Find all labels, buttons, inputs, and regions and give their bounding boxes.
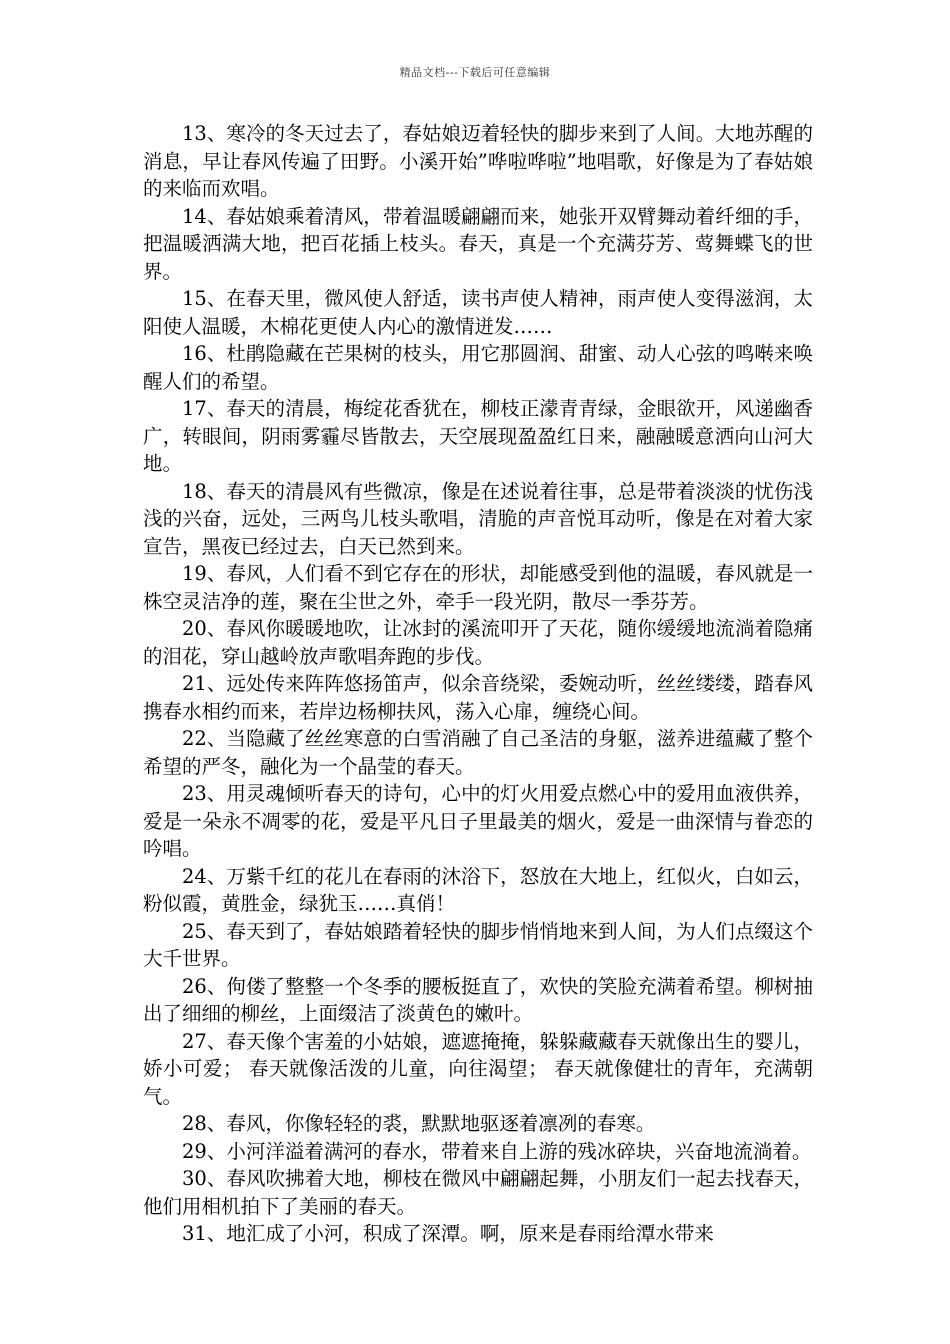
document-body [143,120,813,1248]
paragraph-16: 16、杜鹃隐藏在芒果树的枝头，用它那圆润、甜蜜、动人心弦的鸣啭来唤醒人们的希望。 [143,342,813,393]
paragraph-30: 30、春风吹拂着大地，柳枝在微风中翩翩起舞，小朋友们一起去找春天，他们用相机拍下了美丽的春天。 [143,1167,813,1218]
paragraph-26: 26、佝偻了整整一个冬季的腰板挺直了，欢快的笑脸充满着希望。柳树抽出了细细的柳丝，上面缀洁了淡黄色的嫩叶。 [143,974,813,1025]
paragraph-27: 27、春天像个害羞的小姑娘，遮遮掩掩，躲躲藏藏春天就像出生的婴儿，娇小可爱； 春天就像活泼的儿童，向往渴望； 春天就像健壮的青年，充满朝气。 [143,1029,813,1108]
paragraph-25: 25、春天到了，春姑娘踏着轻快的脚步悄悄地来到人间，为人们点缀这个大千世界。 [143,919,813,970]
paragraph-24: 24、万紫千红的花儿在春雨的沐浴下，怒放在大地上，红似火，白如云，粉似霞，黄胜金，绿犹玉……真俏！ [143,864,813,915]
paragraph-28: 28、春风，你像轻轻的裘，默默地驱逐着凛冽的春寒。 [182,1112,656,1135]
paragraph-19: 19、春风，人们看不到它存在的形状，却能感受到他的温暖，春风就是一株空灵洁净的莲，聚在尘世之外，牵手一段光阴，散尽一季芬芳。 [143,562,813,613]
paragraph-17: 17、春天的清晨，梅绽花香犹在，柳枝正濛青青绿，金眼欲开，风递幽香广，转眼间，阴雨雾霾尽皆散去，天空展现盈盈红日来，融融暖意洒向山河大地。 [143,397,813,475]
paragraph-23: 23、用灵魂倾听春天的诗句，心中的灯火用爱点燃心中的爱用血液供养，爱是一朵永不凋零的花，爱是平凡日子里最美的烟火，爱是一曲深情与眷恋的吟唱。 [143,782,813,860]
paragraph-18: 18、春天的清晨风有些微凉，像是在述说着往事，总是带着淡淡的忧伤浅浅的兴奋，远处，三两鸟儿枝头歌唱，清脆的声音悦耳动听，像是在对着大家宣告，黑夜已经过去，白天已然到来。 [143,479,813,558]
paragraph-31: 31、地汇成了小河，积成了深潭。啊，原来是春雨给潭水带来 [182,1222,714,1245]
page-header: 精品文档---下载后可任意编辑 [399,66,551,79]
paragraph-15: 15、在春天里，微风使人舒适，读书声使人精神，雨声使人变得滋润，太阳使人温暖，木棉花更使人内心的激情迸发…… [143,287,813,338]
paragraph-20: 20、春风你暖暖地吹，让冰封的溪流叩开了天花，随你缓缓地流淌着隐痛的泪花，穿山越岭放声歌唱奔跑的步伐。 [143,617,813,668]
paragraph-21: 21、远处传来阵阵悠扬笛声，似余音绕梁，委婉动听，丝丝缕缕，踏春风携春水相约而来，若岸边杨柳扶风，荡入心扉，缠绕心间。 [143,672,813,723]
paragraph-14: 14、春姑娘乘着清风，带着温暖翩翩而来，她张开双臂舞动着纤细的手，把温暖洒满大地，把百花插上枝头。春天，真是一个充满芬芳、莺舞蝶飞的世界。 [143,204,813,283]
paragraph-29: 29、小河洋溢着满河的春水，带着来自上游的残冰碎块，兴奋地流淌着。 [182,1139,812,1163]
paragraph-13: 13、寒冷的冬天过去了，春姑娘迈着轻快的脚步来到了人间。大地苏醒的消息，早让春风传遍了田野。小溪开始”哗啦哗啦”地唱歌，好像是为了春姑娘的来临而欢唱。 [143,122,813,200]
paragraph-22: 22、当隐藏了丝丝寒意的白雪消融了自己圣洁的身躯，滋养进蕴藏了整个希望的严冬，融化为一个晶莹的春天。 [143,727,813,778]
